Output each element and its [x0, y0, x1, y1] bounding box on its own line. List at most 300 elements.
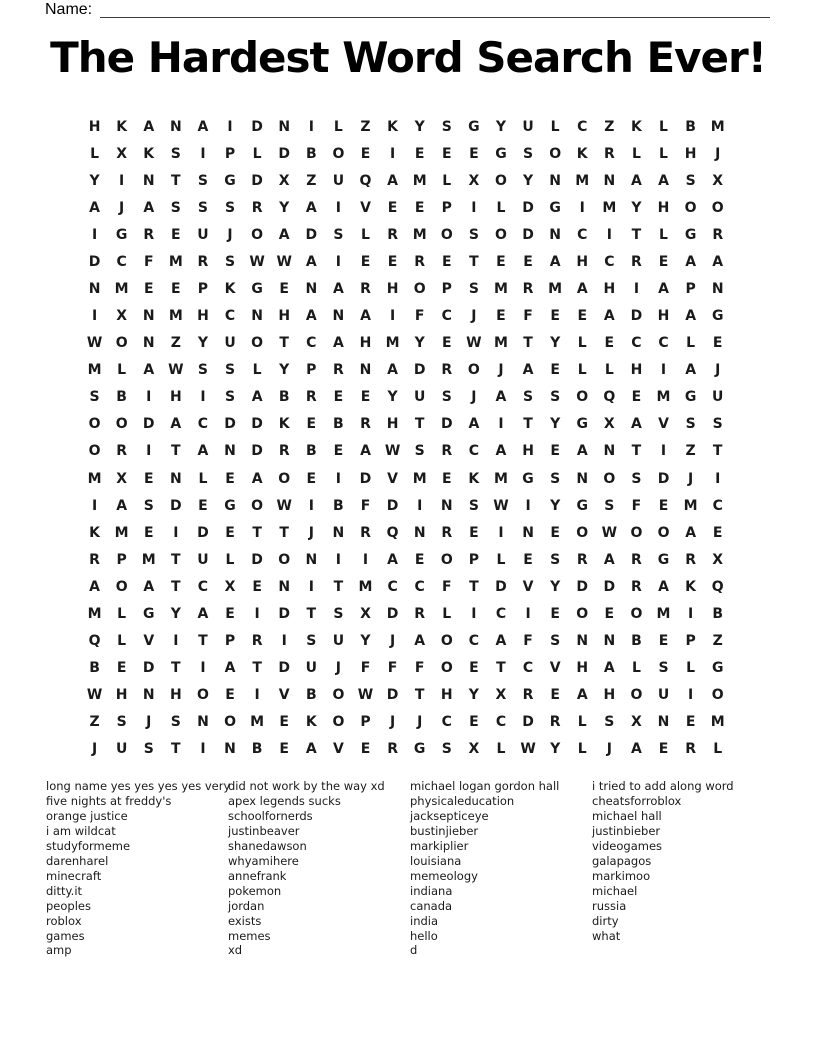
grid-letter: Z	[306, 172, 317, 189]
grid-letter: K	[630, 118, 642, 135]
grid-letter: R	[712, 226, 724, 243]
grid-letter: O	[88, 443, 101, 460]
grid-letter: C	[468, 443, 479, 460]
grid-letter: E	[171, 226, 181, 243]
grid-letter: L	[496, 199, 506, 216]
grid-letter: L	[713, 741, 723, 758]
grid-letter: F	[360, 497, 371, 514]
grid-letter: S	[550, 551, 561, 568]
grid-letter: R	[631, 253, 642, 270]
grid-letter: P	[224, 145, 236, 162]
grid-letter: I	[633, 281, 640, 297]
grid-letter: D	[278, 660, 291, 677]
grid-letter: L	[90, 145, 99, 162]
grid-letter: Y	[89, 172, 100, 189]
grid-letter: Y	[495, 118, 507, 135]
grid-letter: J	[471, 389, 477, 406]
grid-letter: E	[414, 199, 425, 216]
grid-letter: A	[495, 633, 507, 650]
grid-letter: I	[335, 551, 341, 568]
word-list-item: videogames	[592, 838, 663, 853]
grid-letter: A	[631, 172, 642, 189]
grid-letter: C	[197, 416, 209, 433]
grid-letter: R	[522, 281, 534, 297]
word-list-item: canada	[410, 898, 453, 913]
grid-letter: S	[468, 281, 479, 297]
grid-letter: D	[657, 470, 670, 487]
grid-letter: P	[468, 551, 479, 568]
word-list-item: indiana	[410, 883, 453, 898]
grid-letter: O	[711, 199, 724, 216]
grid-letter: I	[200, 145, 206, 162]
grid-letter: P	[441, 199, 452, 216]
grid-letter: J	[146, 714, 152, 731]
grid-letter: E	[116, 660, 127, 677]
name-label: Name:	[45, 1, 93, 18]
word-list-item: minecraft	[46, 868, 102, 883]
grid-letter: G	[522, 470, 534, 487]
grid-letter: I	[91, 226, 98, 243]
grid-letter: S	[197, 172, 208, 189]
grid-letter: N	[278, 118, 291, 135]
grid-letter: I	[308, 578, 314, 595]
grid-letter: B	[305, 687, 317, 704]
grid-letter: A	[685, 362, 697, 379]
grid-letter: F	[387, 660, 398, 677]
grid-letter: J	[119, 199, 125, 216]
grid-letter: L	[686, 335, 696, 352]
grid-letter: T	[252, 524, 262, 541]
name-header	[45, 1, 770, 18]
grid-letter: H	[386, 281, 399, 297]
grid-letter: A	[658, 578, 669, 595]
grid-letter: K	[576, 145, 588, 162]
grid-letter: E	[279, 714, 289, 731]
grid-letter: Q	[359, 172, 372, 189]
grid-letter: V	[387, 470, 398, 487]
grid-letter: T	[171, 172, 181, 189]
grid-letter: B	[685, 118, 696, 135]
grid-letter: E	[333, 443, 344, 460]
grid-letter: Q	[711, 578, 724, 595]
grid-letter: R	[631, 578, 642, 595]
grid-letter: S	[224, 199, 236, 216]
grid-letter: R	[360, 416, 371, 433]
word-search-grid	[81, 113, 731, 763]
word-list-item: peoples	[46, 898, 91, 913]
grid-letter: T	[171, 578, 181, 595]
word-list-column	[410, 779, 592, 958]
grid-letter: Y	[550, 335, 561, 352]
grid-letter: T	[171, 551, 181, 568]
grid-letter: I	[525, 605, 531, 622]
grid-letter: U	[197, 226, 209, 243]
grid-letter: V	[549, 660, 561, 677]
grid-letter: M	[493, 281, 508, 297]
grid-letter: I	[200, 389, 206, 406]
grid-letter: P	[197, 281, 209, 297]
grid-letter: O	[332, 687, 345, 704]
grid-letter: A	[224, 660, 236, 677]
grid-letter: T	[631, 226, 642, 243]
grid-letter: B	[631, 633, 642, 650]
grid-letter: I	[200, 741, 206, 758]
grid-letter: Y	[631, 199, 642, 216]
grid-letter: U	[115, 741, 128, 758]
grid-letter: E	[306, 470, 317, 487]
grid-letter: A	[495, 389, 507, 406]
grid-letter: P	[441, 281, 452, 297]
grid-letter: K	[305, 714, 317, 731]
grid-letter: O	[440, 226, 453, 243]
grid-letter: R	[360, 281, 371, 297]
grid-letter: C	[522, 660, 534, 677]
grid-letter: R	[143, 226, 155, 243]
grid-letter: A	[603, 551, 615, 568]
grid-letter: M	[412, 470, 427, 487]
grid-letter: E	[360, 389, 371, 406]
grid-letter: O	[332, 145, 345, 162]
grid-letter: A	[387, 362, 398, 379]
grid-letter: G	[224, 497, 236, 514]
grid-letter: U	[712, 389, 724, 406]
grid-letter: I	[498, 524, 504, 541]
grid-letter: L	[442, 172, 452, 189]
grid-letter: A	[278, 226, 290, 243]
grid-letter: N	[603, 633, 616, 650]
grid-letter: R	[549, 714, 561, 731]
page-title: The Hardest Word Search Ever!	[50, 33, 766, 82]
grid-letter: I	[715, 470, 721, 487]
grid-letter: S	[550, 633, 561, 650]
grid-letter: E	[712, 335, 723, 352]
grid-letter: I	[525, 497, 531, 514]
grid-letter: O	[278, 551, 291, 568]
grid-letter: G	[224, 172, 236, 189]
grid-letter: N	[142, 335, 155, 352]
grid-letter: D	[170, 497, 182, 514]
grid-letter: C	[712, 497, 723, 514]
grid-letter: H	[440, 687, 453, 704]
grid-letter: J	[335, 660, 341, 677]
grid-letter: M	[168, 253, 183, 270]
grid-letter: L	[252, 145, 262, 162]
grid-letter: O	[115, 578, 128, 595]
word-list-item: ditty.it	[46, 883, 83, 898]
grid-letter: J	[227, 226, 233, 243]
word-list-item: exists	[228, 913, 262, 928]
grid-letter: B	[305, 443, 317, 460]
grid-letter: A	[631, 741, 642, 758]
grid-letter: G	[657, 551, 670, 568]
grid-letter: K	[224, 281, 236, 297]
grid-letter: H	[657, 308, 670, 325]
grid-letter: C	[631, 335, 642, 352]
grid-letter: I	[417, 497, 423, 514]
grid-letter: E	[469, 660, 479, 677]
grid-letter: Y	[522, 172, 534, 189]
grid-letter: K	[278, 416, 290, 433]
grid-letter: A	[631, 416, 642, 433]
grid-letter: A	[197, 443, 209, 460]
grid-letter: P	[116, 551, 127, 568]
grid-letter: I	[308, 497, 314, 514]
grid-letter: R	[387, 226, 398, 243]
grid-letter: X	[468, 172, 480, 189]
grid-letter: E	[414, 145, 425, 162]
grid-letter: D	[251, 416, 263, 433]
grid-letter: V	[143, 633, 155, 650]
grid-letter: L	[117, 605, 127, 622]
grid-letter: R	[251, 199, 263, 216]
grid-letter: E	[441, 145, 452, 162]
grid-letter: X	[712, 551, 724, 568]
grid-letter: M	[87, 470, 102, 487]
grid-letter: S	[224, 389, 236, 406]
grid-letter: S	[604, 714, 615, 731]
grid-letter: L	[659, 226, 668, 243]
grid-letter: N	[305, 281, 318, 297]
grid-letter: K	[89, 524, 100, 541]
grid-letter: C	[495, 714, 507, 731]
grid-letter: D	[440, 416, 453, 433]
grid-letter: J	[715, 362, 721, 379]
grid-letter: O	[495, 172, 507, 189]
grid-letter: M	[602, 199, 617, 216]
grid-letter: D	[278, 145, 291, 162]
grid-letter: I	[91, 497, 98, 514]
grid-letter: L	[496, 551, 506, 568]
grid-letter: J	[498, 362, 504, 379]
grid-letter: M	[114, 524, 129, 541]
word-list-item: xd	[228, 943, 243, 958]
grid-letter: I	[254, 605, 260, 622]
grid-letter: T	[414, 687, 425, 704]
word-list-item: memeology	[410, 868, 478, 883]
grid-letter: L	[659, 145, 668, 162]
grid-letter: E	[496, 308, 506, 325]
grid-letter: H	[684, 145, 697, 162]
grid-letter: D	[251, 172, 263, 189]
grid-letter: R	[116, 443, 128, 460]
grid-letter: G	[711, 308, 724, 325]
grid-letter: D	[251, 118, 263, 135]
grid-letter: Y	[550, 497, 561, 514]
grid-letter: W	[357, 687, 374, 704]
grid-letter: U	[522, 118, 534, 135]
grid-letter: A	[305, 253, 317, 270]
grid-letter: L	[577, 335, 587, 352]
grid-letter: C	[387, 578, 398, 595]
grid-letter: L	[198, 470, 208, 487]
grid-letter: S	[89, 389, 100, 406]
grid-letter: A	[360, 443, 371, 460]
grid-letter: E	[577, 308, 588, 325]
grid-letter: A	[332, 335, 344, 352]
grid-letter: R	[278, 443, 290, 460]
grid-letter: L	[442, 605, 452, 622]
grid-letter: S	[116, 714, 127, 731]
grid-letter: E	[143, 524, 154, 541]
grid-letter: I	[498, 416, 504, 433]
grid-letter: A	[685, 524, 697, 541]
grid-letter: A	[197, 605, 209, 622]
grid-letter: D	[386, 687, 399, 704]
grid-letter: J	[91, 741, 98, 758]
grid-letter: A	[143, 578, 155, 595]
grid-letter: N	[142, 172, 155, 189]
grid-letter: I	[471, 199, 477, 216]
grid-letter: O	[440, 633, 453, 650]
grid-letter: A	[305, 308, 317, 325]
grid-letter: N	[711, 281, 724, 297]
grid-letter: H	[169, 389, 182, 406]
word-list-item: did not work by the way xd	[228, 779, 385, 793]
grid-letter: W	[86, 687, 103, 704]
grid-letter: B	[712, 605, 724, 622]
grid-letter: I	[200, 660, 206, 677]
grid-letter: E	[523, 253, 533, 270]
word-list-item: i tried to add along word	[592, 779, 734, 793]
grid-letter: T	[523, 416, 533, 433]
grid-letter: W	[276, 497, 292, 514]
grid-letter: A	[143, 118, 155, 135]
grid-letter: L	[117, 633, 127, 650]
grid-letter: M	[358, 578, 373, 595]
grid-letter: M	[412, 172, 427, 189]
grid-letter: W	[276, 253, 292, 270]
grid-letter: E	[550, 443, 560, 460]
grid-letter: J	[715, 145, 721, 162]
grid-letter: G	[576, 416, 588, 433]
grid-letter: Q	[603, 389, 616, 406]
grid-letter: D	[278, 605, 291, 622]
grid-letter: S	[170, 199, 181, 216]
grid-letter: I	[362, 551, 369, 568]
grid-letter: S	[685, 416, 696, 433]
grid-letter: K	[116, 118, 128, 135]
grid-letter: R	[522, 687, 534, 704]
grid-letter: U	[332, 633, 345, 650]
grid-letter: I	[281, 633, 287, 650]
grid-letter: H	[657, 199, 670, 216]
grid-letter: C	[441, 308, 452, 325]
grid-letter: M	[710, 714, 725, 731]
grid-letter: A	[89, 578, 100, 595]
grid-letter: E	[387, 253, 398, 270]
grid-letter: A	[170, 416, 182, 433]
grid-letter: B	[278, 389, 290, 406]
grid-letter: T	[469, 578, 479, 595]
grid-letter: R	[333, 362, 344, 379]
grid-letter: F	[414, 308, 425, 325]
grid-letter: O	[224, 714, 236, 731]
grid-letter: D	[251, 443, 263, 460]
word-list-item: apex legends sucks	[228, 793, 341, 808]
grid-letter: S	[468, 226, 479, 243]
grid-letter: R	[441, 524, 453, 541]
grid-letter: S	[224, 362, 236, 379]
grid-letter: N	[305, 551, 318, 568]
word-list-item: jacksepticeye	[410, 808, 489, 823]
word-list-item: michael hall	[592, 808, 662, 823]
grid-letter: T	[523, 335, 533, 352]
grid-letter: S	[550, 389, 561, 406]
grid-letter: N	[576, 633, 589, 650]
grid-letter: E	[658, 741, 669, 758]
grid-letter: T	[306, 605, 317, 622]
word-list-item: d	[410, 943, 418, 958]
grid-letter: A	[576, 687, 588, 704]
grid-letter: E	[658, 497, 669, 514]
grid-letter: N	[332, 524, 345, 541]
grid-letter: O	[495, 226, 507, 243]
grid-letter: M	[493, 470, 508, 487]
grid-letter: S	[441, 741, 452, 758]
word-lists	[46, 779, 774, 958]
grid-letter: N	[251, 308, 263, 325]
grid-letter: F	[523, 633, 533, 650]
grid-letter: I	[389, 308, 396, 325]
grid-letter: R	[387, 741, 398, 758]
grid-letter: T	[279, 335, 289, 352]
grid-letter: M	[710, 118, 725, 135]
grid-letter: O	[630, 687, 643, 704]
grid-letter: E	[604, 335, 615, 352]
word-list-item: darenharel	[46, 853, 109, 868]
grid-letter: R	[631, 551, 642, 568]
grid-letter: O	[549, 145, 562, 162]
grid-letter: D	[386, 605, 399, 622]
word-list-item: amp	[46, 943, 72, 958]
word-list-item: michael logan gordon hall	[410, 779, 560, 793]
grid-letter: D	[495, 578, 507, 595]
grid-letter: S	[441, 118, 452, 135]
grid-letter: S	[441, 389, 452, 406]
grid-letter: E	[469, 714, 479, 731]
grid-letter: E	[496, 253, 506, 270]
grid-letter: N	[359, 362, 372, 379]
grid-letter: N	[440, 497, 453, 514]
grid-letter: E	[550, 308, 560, 325]
grid-letter: E	[225, 605, 235, 622]
word-list-item: galapagos	[592, 853, 652, 868]
grid-letter: N	[549, 226, 561, 243]
grid-letter: I	[335, 199, 341, 216]
grid-letter: S	[170, 145, 181, 162]
grid-letter: L	[252, 362, 262, 379]
grid-letter: T	[171, 443, 181, 460]
grid-letter: T	[198, 633, 208, 650]
grid-letter: A	[468, 416, 480, 433]
grid-letter: H	[603, 687, 616, 704]
grid-letter: R	[441, 443, 453, 460]
grid-letter: O	[684, 199, 697, 216]
grid-letter: S	[414, 443, 425, 460]
grid-letter: G	[251, 281, 263, 297]
grid-letter: A	[603, 308, 615, 325]
grid-letter: V	[332, 741, 344, 758]
grid-letter: E	[469, 145, 479, 162]
grid-letter: A	[116, 497, 128, 514]
grid-letter: E	[712, 524, 723, 541]
grid-letter: F	[143, 253, 154, 270]
grid-letter: I	[91, 308, 98, 325]
grid-letter: Y	[279, 199, 290, 216]
grid-letter: S	[550, 470, 561, 487]
grid-letter: Y	[387, 389, 398, 406]
grid-letter: C	[495, 605, 507, 622]
